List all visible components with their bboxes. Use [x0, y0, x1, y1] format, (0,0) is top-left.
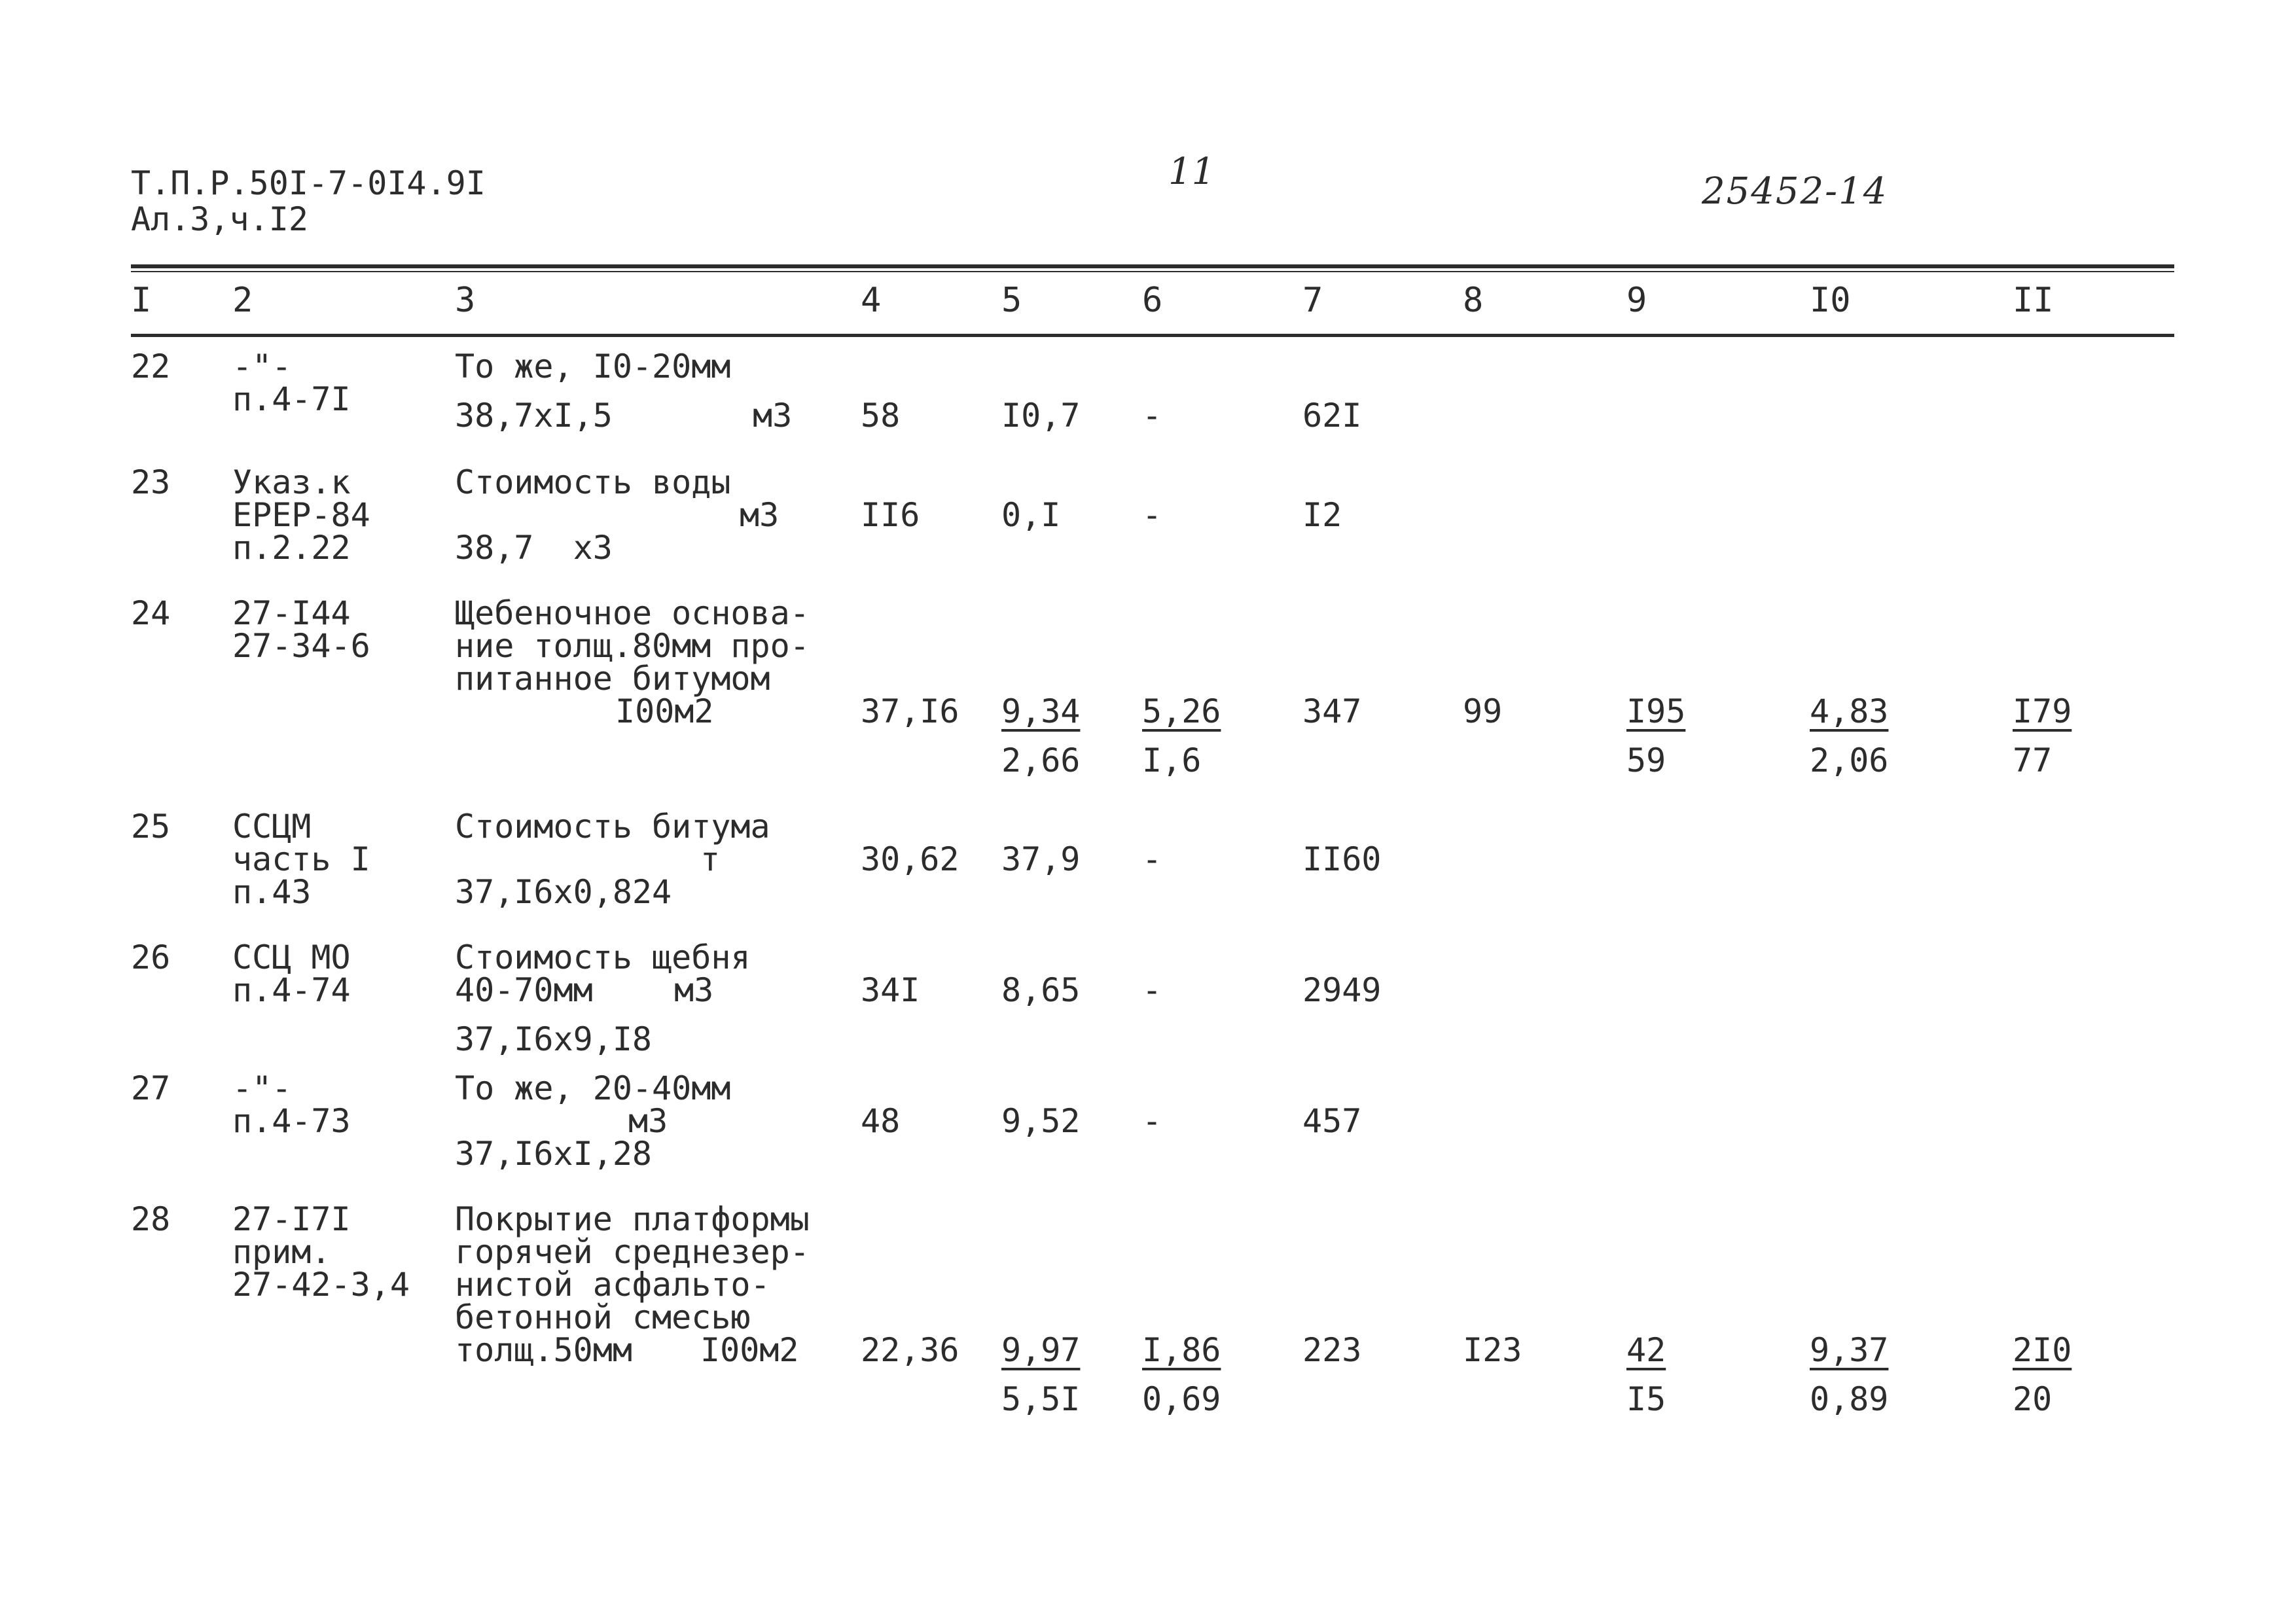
row-number: 26	[131, 938, 171, 976]
cell-col11-denominator: 77	[2013, 741, 2053, 779]
archive-stamp: 25452-14	[1702, 170, 1888, 213]
cell-unit-cost-numerator: 9,34	[1001, 692, 1081, 730]
row-number: 28	[131, 1200, 171, 1238]
unit: I00м2	[700, 1331, 799, 1369]
cell-col9-denominator: 59	[1626, 741, 1666, 779]
calculation: 38,7xI,5	[455, 397, 613, 435]
description: Стоимость воды	[455, 463, 731, 501]
cell-col11-numerator: I79	[2013, 692, 2072, 730]
row-number: 24	[131, 594, 171, 632]
cell-col6: -	[1142, 840, 1162, 878]
cell-col6: -	[1142, 496, 1162, 534]
column-header-5: 5	[1001, 281, 1022, 320]
reference: -"- п.4-73	[232, 1069, 351, 1140]
cell-col10-denominator: 2,06	[1810, 741, 1889, 779]
cell-quantity: 48	[861, 1102, 901, 1140]
reference: ССЦ МО п.4-74	[232, 938, 351, 1009]
reference: -"- п.4-7I	[232, 348, 351, 418]
cell-total: 347	[1302, 692, 1362, 730]
cell-col8: 99	[1463, 692, 1503, 730]
cell-col6-denominator: 0,69	[1142, 1380, 1221, 1418]
cell-col6: -	[1142, 1102, 1162, 1140]
description: Стоимость щебня 40-70мм	[455, 938, 751, 1009]
sheet-reference: Ал.3,ч.I2	[131, 200, 308, 238]
reference: 27-I7I прим. 27-42-3,4	[232, 1200, 410, 1304]
row-number: 27	[131, 1069, 171, 1107]
unit: м3	[674, 971, 714, 1009]
cell-quantity: 22,36	[861, 1331, 960, 1369]
cell-col9-denominator: I5	[1626, 1380, 1666, 1418]
cell-unit-cost: 9,52	[1001, 1102, 1081, 1140]
row-number: 23	[131, 463, 171, 501]
table-header-rule	[131, 334, 2174, 337]
cell-quantity: 58	[861, 397, 901, 435]
cell-quantity: 30,62	[861, 840, 960, 878]
column-header-6: 6	[1142, 281, 1163, 320]
column-header-10: I0	[1810, 281, 1851, 320]
cell-total: 223	[1302, 1331, 1362, 1369]
column-header-7: 7	[1302, 281, 1323, 320]
cell-unit-cost: 8,65	[1001, 971, 1081, 1009]
column-header-1: I	[131, 281, 152, 320]
description: То же, 20-40мм	[455, 1069, 731, 1107]
cell-total: I2	[1302, 496, 1342, 534]
cell-unit-cost-denominator: 2,66	[1001, 741, 1081, 779]
cell-col9-numerator: 42	[1626, 1331, 1666, 1369]
description: То же, I0-20мм	[455, 348, 731, 385]
description: Щебеночное основа- ние толщ.80мм про- питанное битумом	[455, 594, 810, 698]
unit: м3	[628, 1102, 668, 1140]
table-top-rule-thin	[131, 271, 2174, 272]
cell-quantity: 37,I6	[861, 692, 960, 730]
cell-col9-numerator: I95	[1626, 692, 1686, 730]
calculation: 37,I6x0,824	[455, 873, 672, 911]
description: Покрытие платформы горячей среднезер- нистой асфальто- бетонной смесью	[455, 1200, 810, 1336]
column-header-11: II	[2013, 281, 2054, 320]
cell-col6: -	[1142, 397, 1162, 435]
column-header-3: 3	[455, 281, 476, 320]
cell-unit-cost: 37,9	[1001, 840, 1081, 878]
calculation: 37,I6xI,28	[455, 1135, 653, 1173]
reference: Указ.к ЕРЕР-84 п.2.22	[232, 463, 370, 567]
cell-total: 2949	[1302, 971, 1382, 1009]
cell-quantity: 34I	[861, 971, 920, 1009]
cell-col6-numerator: I,86	[1142, 1331, 1221, 1369]
description-last-line: толщ.50мм	[455, 1331, 632, 1369]
cell-quantity: II6	[861, 496, 920, 534]
cell-total: II60	[1302, 840, 1382, 878]
unit: м3	[740, 496, 780, 534]
calculation: 38,7 x3	[455, 529, 613, 567]
cell-col10-numerator: 9,37	[1810, 1331, 1889, 1369]
reference: 27-I44 27-34-6	[232, 594, 370, 665]
column-header-8: 8	[1463, 281, 1484, 320]
unit: м3	[753, 397, 793, 435]
column-header-2: 2	[232, 281, 253, 320]
page-number: 11	[1168, 151, 1215, 193]
cell-col6-numerator: 5,26	[1142, 692, 1221, 730]
cell-col6: -	[1142, 971, 1162, 1009]
cell-col10-denominator: 0,89	[1810, 1380, 1889, 1418]
cell-col11-denominator: 20	[2013, 1380, 2053, 1418]
cell-col11-numerator: 2I0	[2013, 1331, 2072, 1369]
cell-col6-denominator: I,6	[1142, 741, 1202, 779]
column-header-9: 9	[1626, 281, 1647, 320]
unit: I00м2	[615, 692, 714, 730]
description: Стоимость битума	[455, 808, 770, 846]
cell-col8: I23	[1463, 1331, 1522, 1369]
cell-unit-cost: 0,I	[1001, 496, 1061, 534]
cell-col10-numerator: 4,83	[1810, 692, 1889, 730]
cell-unit-cost: I0,7	[1001, 397, 1081, 435]
cell-total: 457	[1302, 1102, 1362, 1140]
row-number: 22	[131, 348, 171, 385]
row-number: 25	[131, 808, 171, 846]
cell-unit-cost-numerator: 9,97	[1001, 1331, 1081, 1369]
calculation: 37,I6x9,I8	[455, 1020, 653, 1058]
table-top-rule	[131, 264, 2174, 268]
cell-unit-cost-denominator: 5,5I	[1001, 1380, 1081, 1418]
document-code: Т.П.Р.50I-7-0I4.9I	[131, 164, 486, 202]
column-header-4: 4	[861, 281, 882, 320]
unit: т	[700, 840, 721, 878]
cell-total: 62I	[1302, 397, 1362, 435]
reference: ССЦМ часть I п.43	[232, 808, 370, 911]
